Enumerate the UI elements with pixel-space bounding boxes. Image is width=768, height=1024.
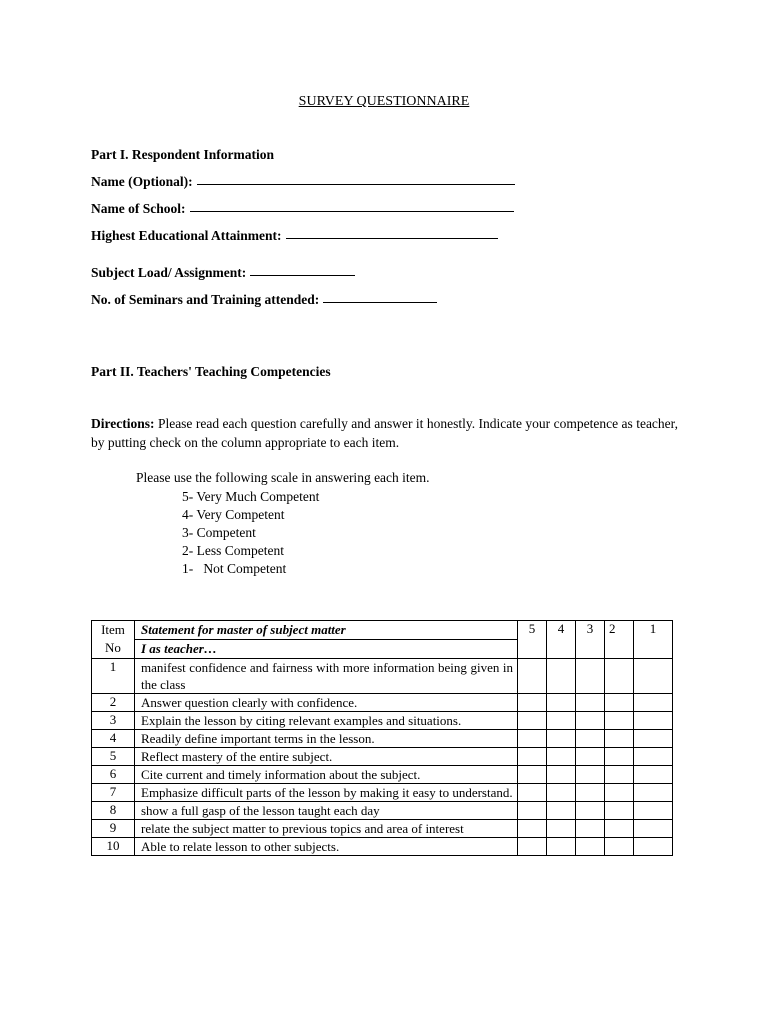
scale-item: 2- Less Competent — [182, 543, 284, 558]
education-field[interactable] — [91, 228, 498, 244]
rating-cell-1[interactable] — [634, 766, 673, 784]
rating-cell-3[interactable] — [576, 730, 605, 748]
rating-header-4: 4 — [547, 621, 576, 659]
directions-label: Directions: — [91, 416, 155, 431]
rating-cell-3[interactable] — [576, 712, 605, 730]
rating-cell-5[interactable] — [518, 820, 547, 838]
rating-cell-1[interactable] — [634, 748, 673, 766]
statement-text: Reflect mastery of the entire subject. — [135, 748, 518, 766]
rating-cell-4[interactable] — [547, 766, 576, 784]
subject-load-field-label: Subject Load/ Assignment: — [91, 265, 247, 280]
rating-cell-2[interactable] — [605, 838, 634, 856]
rating-cell-1[interactable] — [634, 694, 673, 712]
subject-load-field-line[interactable] — [250, 274, 355, 276]
table-row — [92, 766, 673, 784]
school-field[interactable] — [91, 201, 514, 217]
education-field-line[interactable] — [286, 237, 498, 239]
table-row — [92, 659, 673, 694]
item-number: 5 — [92, 748, 135, 766]
rating-cell-1[interactable] — [634, 712, 673, 730]
rating-cell-4[interactable] — [547, 820, 576, 838]
seminars-field-label: No. of Seminars and Training attended: — [91, 292, 320, 307]
rating-cell-4[interactable] — [547, 694, 576, 712]
rating-header-2: 2 — [605, 621, 634, 659]
directions — [91, 414, 678, 452]
rating-cell-1[interactable] — [634, 659, 673, 694]
rating-cell-5[interactable] — [518, 766, 547, 784]
rating-cell-3[interactable] — [576, 784, 605, 802]
rating-cell-3[interactable] — [576, 766, 605, 784]
table-row — [92, 712, 673, 730]
rating-cell-4[interactable] — [547, 712, 576, 730]
rating-cell-4[interactable] — [547, 838, 576, 856]
scale-list — [182, 488, 319, 578]
statement-text: Readily define important terms in the lesson. — [135, 730, 518, 748]
rating-cell-2[interactable] — [605, 712, 634, 730]
rating-cell-2[interactable] — [605, 659, 634, 694]
table-row — [92, 748, 673, 766]
table-row — [92, 730, 673, 748]
rating-cell-5[interactable] — [518, 730, 547, 748]
item-number: 6 — [92, 766, 135, 784]
rating-cell-1[interactable] — [634, 784, 673, 802]
item-number: 9 — [92, 820, 135, 838]
rating-cell-5[interactable] — [518, 748, 547, 766]
rating-cell-4[interactable] — [547, 659, 576, 694]
item-number: 8 — [92, 802, 135, 820]
statement-text: manifest confidence and fairness with more information being given in the class — [135, 659, 518, 694]
rating-cell-5[interactable] — [518, 659, 547, 694]
table-row — [92, 802, 673, 820]
rating-cell-2[interactable] — [605, 730, 634, 748]
item-number: 2 — [92, 694, 135, 712]
statement-subheader: I as teacher… — [141, 641, 217, 656]
rating-cell-2[interactable] — [605, 766, 634, 784]
name-field-line[interactable] — [197, 183, 515, 185]
table-row — [92, 784, 673, 802]
item-number: 3 — [92, 712, 135, 730]
rating-cell-2[interactable] — [605, 820, 634, 838]
rating-cell-5[interactable] — [518, 802, 547, 820]
scale-item: 3- Competent — [182, 525, 256, 540]
item-no-header: Item No — [92, 621, 135, 659]
rating-cell-4[interactable] — [547, 748, 576, 766]
table-row — [92, 694, 673, 712]
page-title: SURVEY QUESTIONNAIRE — [298, 94, 470, 109]
education-field-label: Highest Educational Attainment: — [91, 228, 282, 243]
rating-cell-1[interactable] — [634, 838, 673, 856]
rating-header-3: 3 — [576, 621, 605, 659]
subject-load-field[interactable] — [91, 265, 355, 281]
rating-cell-2[interactable] — [605, 694, 634, 712]
rating-cell-2[interactable] — [605, 748, 634, 766]
statement-text: show a full gasp of the lesson taught each day — [135, 802, 518, 820]
table-row — [92, 820, 673, 838]
rating-cell-1[interactable] — [634, 820, 673, 838]
competency-table — [91, 620, 673, 856]
directions-text: Please read each question carefully and answer it honestly. Indicate your competence as teacher, by putting check on the column appropriate to each item. — [91, 416, 678, 450]
rating-cell-4[interactable] — [547, 730, 576, 748]
seminars-field-line[interactable] — [323, 301, 437, 303]
rating-cell-2[interactable] — [605, 784, 634, 802]
item-number: 10 — [92, 838, 135, 856]
rating-cell-4[interactable] — [547, 784, 576, 802]
scale-item: 5- Very Much Competent — [182, 489, 320, 504]
rating-cell-3[interactable] — [576, 659, 605, 694]
item-number: 7 — [92, 784, 135, 802]
name-field-label: Name (Optional): — [91, 174, 193, 189]
rating-header-5: 5 — [518, 621, 547, 659]
rating-cell-3[interactable] — [576, 802, 605, 820]
rating-cell-2[interactable] — [605, 802, 634, 820]
part1-heading: Part I. Respondent Information — [91, 147, 275, 162]
name-field[interactable] — [91, 174, 515, 190]
school-field-line[interactable] — [190, 210, 514, 212]
table-row — [92, 838, 673, 856]
statement-text: Cite current and timely information about the subject. — [135, 766, 518, 784]
rating-cell-3[interactable] — [576, 748, 605, 766]
rating-cell-4[interactable] — [547, 802, 576, 820]
scale-item: 4- Very Competent — [182, 507, 285, 522]
item-number: 1 — [92, 659, 135, 694]
rating-cell-3[interactable] — [576, 838, 605, 856]
statement-text: Answer question clearly with confidence. — [135, 694, 518, 712]
rating-cell-3[interactable] — [576, 820, 605, 838]
rating-header-1: 1 — [634, 621, 673, 659]
rating-cell-1[interactable] — [634, 730, 673, 748]
rating-cell-5[interactable] — [518, 712, 547, 730]
rating-cell-1[interactable] — [634, 802, 673, 820]
statement-text: Able to relate lesson to other subjects. — [135, 838, 518, 856]
statement-text: Explain the lesson by citing relevant examples and situations. — [135, 712, 518, 730]
school-field-label: Name of School: — [91, 201, 186, 216]
rating-cell-3[interactable] — [576, 694, 605, 712]
statement-text: Emphasize difficult parts of the lesson by making it easy to understand. — [135, 784, 518, 802]
scale-intro: Please use the following scale in answering each item. — [136, 470, 430, 485]
rating-cell-5[interactable] — [518, 784, 547, 802]
part2-heading: Part II. Teachers' Teaching Competencies — [91, 364, 331, 379]
table-header-row — [92, 621, 673, 659]
item-number: 4 — [92, 730, 135, 748]
statement-text: relate the subject matter to previous topics and area of interest — [135, 820, 518, 838]
statement-header-title: Statement for master of subject matter — [135, 621, 517, 640]
statement-header — [135, 621, 518, 659]
rating-cell-5[interactable] — [518, 838, 547, 856]
scale-item: 1- Not Competent — [182, 561, 287, 576]
rating-cell-5[interactable] — [518, 694, 547, 712]
seminars-field[interactable] — [91, 292, 437, 308]
